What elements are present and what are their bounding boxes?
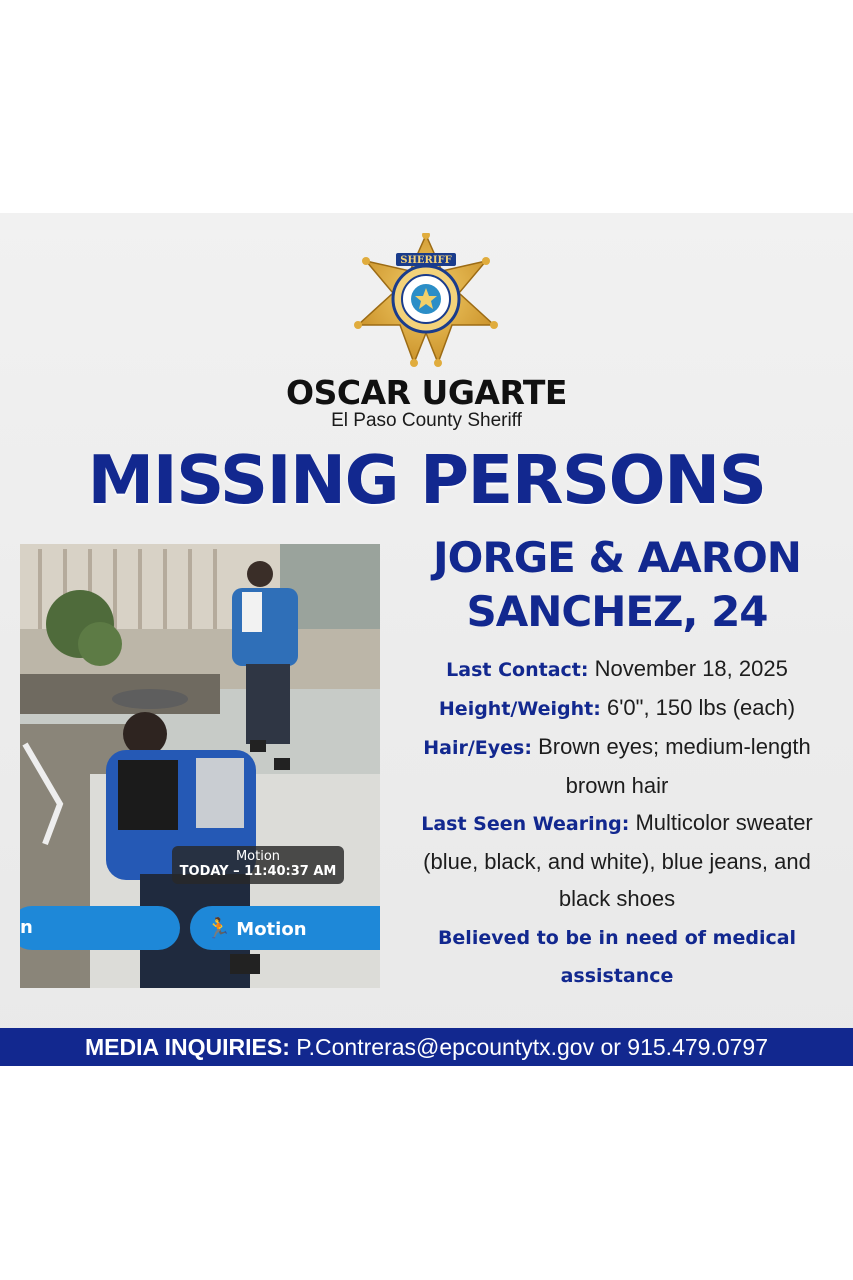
hair-eyes-value: Brown eyes; medium-length brown hair [538,734,811,798]
media-inquiries-label: MEDIA INQUIRIES: [84,1034,290,1060]
last-contact-line [404,650,830,689]
last-contact-value: November 18, 2025 [594,656,788,681]
missing-persons-poster [0,213,853,1066]
last-contact-label: Last Contact: [446,659,589,681]
medical-assistance-note: Believed to be in need of medical assistance [437,927,797,987]
last-seen-wearing-value: Multicolor sweater (blue, black, and white), blue jeans, and black shoes [423,810,813,911]
camera-left-button-label: n [20,917,33,938]
height-weight-line [404,689,830,728]
last-seen-wearing-line [404,804,830,917]
media-inquiries-contact: P.Contreras@epcountytx.gov or 915.479.0797 [296,1034,769,1060]
motion-timestamp-tag [172,846,344,884]
sheriff-star-badge-icon [354,233,498,367]
hair-eyes-line [404,728,830,804]
motion-tag-label: Motion [235,849,281,864]
security-camera-photo [20,544,380,988]
height-weight-label: Height/Weight: [438,698,601,720]
page-title: MISSING PERSONS [87,441,766,519]
last-seen-wearing-label: Last Seen Wearing: [421,813,630,835]
camera-motion-button-label: Motion [236,919,307,940]
motion-tag-timestamp: TODAY – 11:40:37 AM [179,864,337,879]
missing-persons-details [404,650,830,995]
running-person-icon: 🏃 [206,916,231,940]
sheriff-title: El Paso County Sheriff [331,410,522,431]
missing-persons-names [400,531,834,639]
names-line-1: JORGE & AARON [433,533,801,582]
camera-left-button [20,906,180,950]
sheriff-name: OSCAR UGARTE [286,373,567,412]
media-inquiries-bar [0,1028,853,1066]
names-line-2: SANCHEZ, 24 [466,587,768,636]
camera-motion-button [190,906,380,950]
hair-eyes-label: Hair/Eyes: [423,737,532,759]
badge-ribbon-text: SHERIFF [400,255,452,266]
height-weight-value: 6'0", 150 lbs (each) [606,695,796,720]
